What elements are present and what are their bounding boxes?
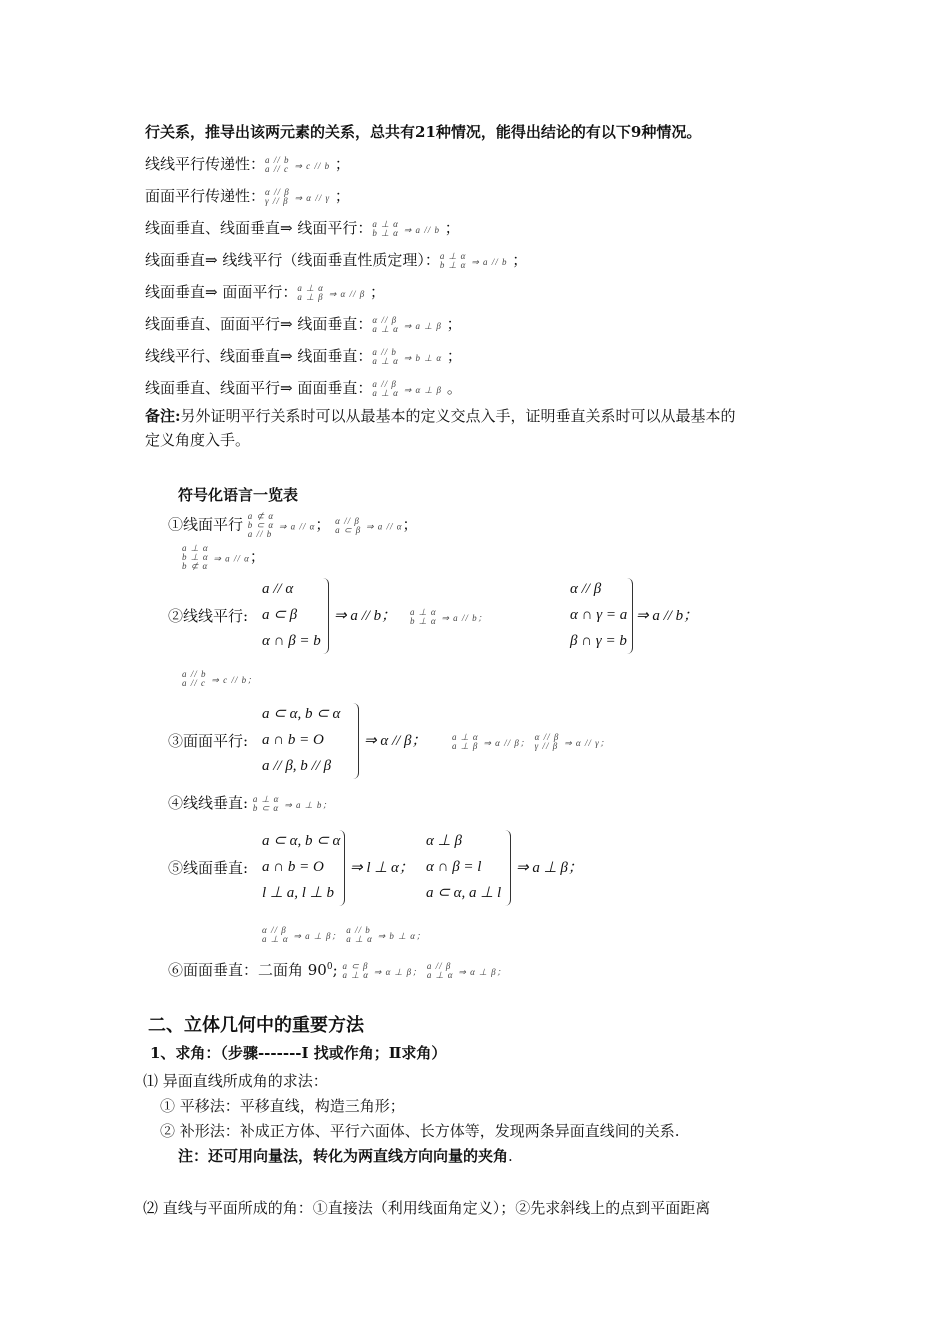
- rule-premise: a // β a ⊥ α: [372, 379, 399, 398]
- s2-item-a: ⑴ 异面直线所成角的求法：: [143, 1072, 328, 1090]
- t2-concl-2: ⇒ a // b；: [441, 613, 488, 623]
- t1-concl-c: ⇒ a // α: [213, 553, 250, 564]
- rule-conclusion: ⇒ α ⊥ β: [403, 385, 443, 395]
- t5-row-2: [262, 924, 426, 944]
- t6-semicolon: ;: [332, 961, 338, 979]
- t3-concl-1: ⇒ α // β；: [364, 733, 427, 749]
- t2-brace-1: [322, 578, 329, 654]
- t6-concl-2: ⇒ α ⊥ β；: [458, 967, 507, 977]
- t6-row: [168, 957, 507, 980]
- t6-concl-1: ⇒ α ⊥ β；: [373, 967, 423, 977]
- rule-label: 线面垂直、线面垂直⇒ 线面平行：: [145, 219, 373, 237]
- rule-end: ；: [512, 251, 528, 269]
- s2-note-end: .: [508, 1147, 513, 1165]
- table-title: 符号化语言一览表: [178, 486, 299, 504]
- t5-system-1: a ⊂ α, b ⊂ α a ∩ b = O l ⊥ a, l ⊥ b: [262, 833, 341, 901]
- rule-premise: a ⊥ α b ⊥ α: [372, 219, 399, 238]
- s2-note-line: [178, 1146, 513, 1166]
- t1-row-2: a ⊥ α b ⊥ α b ⊄ α ⇒ a // α；: [182, 543, 265, 571]
- t5-label: ⑤线面垂直:: [168, 859, 249, 877]
- rule-premise: α // β γ // β: [265, 187, 290, 206]
- rule-end: ；: [369, 283, 385, 301]
- rule-row: [145, 282, 385, 302]
- s2-note: 注：还可用向量法，转化为两直线方向向量的夹角: [178, 1147, 509, 1165]
- t3-brace: [352, 703, 359, 779]
- t3-system: a ⊂ α, b ⊂ α a ∩ b = O a // β, b // β: [262, 706, 341, 774]
- rule-conclusion: ⇒ b ⊥ α: [403, 353, 443, 363]
- note-line: [145, 406, 736, 426]
- rule-conclusion: ⇒ c // b: [294, 161, 331, 171]
- rule-premise: a // b a // c: [265, 155, 290, 174]
- t5-concl-2: ⇒ a ⊥ β；: [516, 860, 583, 876]
- rule-conclusion: ⇒ α // γ: [294, 193, 331, 203]
- t2-concl-4: ⇒ c // b；: [211, 675, 258, 685]
- t5-brace-2: [504, 830, 511, 906]
- t1-row: ①线面平行 a ⊄ α b ⊂ α a // b ⇒ a // α； α // β a ⊂ β ⇒ a // α；: [168, 511, 418, 539]
- rule-label: 线面垂直、线面平行⇒ 面面垂直：: [145, 379, 373, 397]
- s2-item-a2: ② 补形法：补成正方体、平行六面体、长方体等，发现两条异面直线间的关系.: [160, 1122, 680, 1140]
- t3-premise-3: α // β γ // β: [534, 732, 560, 751]
- t2-label: ②线线平行:: [168, 607, 249, 625]
- section2-title: 二、立体几何中的重要方法: [148, 1015, 364, 1036]
- t3-item-2: [452, 731, 610, 751]
- t2-premise-2: a ⊥ α b ⊥ α: [410, 607, 437, 626]
- t2-premise-3: a // b a // c: [182, 669, 207, 688]
- t1-label: ①线面平行: [168, 515, 244, 534]
- rule-label: 线线平行传递性：: [145, 155, 266, 173]
- t4-row: [168, 793, 332, 813]
- rule-end: ；: [446, 347, 462, 365]
- rule-conclusion: ⇒ a // b: [471, 257, 508, 267]
- s2-step-1: 1、求角：（步骤-------Ⅰ 找或作角；Ⅱ求角）: [150, 1044, 447, 1062]
- t2-concl-1: ⇒ a // b；: [334, 608, 397, 624]
- t4-premise: a ⊥ α b ⊂ α: [252, 794, 280, 813]
- t1-premise-a: a ⊄ α b ⊂ α a // b: [247, 511, 275, 539]
- rule-end: ；: [444, 219, 460, 237]
- t2-system-1: a // α a ⊂ β α ∩ β = b: [262, 581, 321, 649]
- rule-label: 面面平行传递性：: [145, 187, 266, 205]
- t2-item-2: [410, 606, 488, 626]
- t1-premise-b: α // β a ⊂ β: [335, 515, 362, 535]
- rule-end: ；: [334, 187, 350, 205]
- rule-conclusion: ⇒ a // b: [403, 225, 440, 235]
- t5-concl-3: ⇒ a ⊥ β；: [293, 931, 342, 941]
- t2-concl-3: ⇒ a // b；: [636, 608, 699, 624]
- rule-row: [145, 250, 527, 270]
- rule-conclusion: ⇒ α // β: [328, 289, 366, 299]
- t3-concl-2: ⇒ α // β；: [483, 738, 530, 748]
- rule-label: 线面垂直、面面平行⇒ 线面垂直：: [145, 315, 373, 333]
- t4-label: ④线线垂直:: [168, 794, 249, 812]
- t5-concl-4: ⇒ b ⊥ α；: [377, 931, 426, 941]
- rule-row: [145, 154, 350, 174]
- t6-premise-1: a ⊂ β a ⊥ α: [342, 961, 370, 980]
- rule-end: ；: [334, 155, 350, 173]
- s2-item-b: ⑵ 直线与平面所成的角：①直接法（利用线面角定义）；②先求斜线上的点到平面距离: [143, 1199, 711, 1217]
- t6-label: ⑥面面垂直：二面角 90: [168, 961, 327, 979]
- t3-premise-2: a ⊥ α a ⊥ β: [452, 732, 479, 751]
- rule-label: 线面垂直⇒ 面面平行：: [145, 283, 298, 301]
- rule-row: [145, 218, 460, 238]
- rule-end: 。: [446, 379, 462, 397]
- rule-premise: α // β a ⊥ α: [372, 315, 399, 334]
- t2-item-4: [182, 668, 257, 688]
- rule-row: [145, 314, 462, 334]
- intro-line: 行关系，推导出该两元素的关系，总共有21种情况，能得出结论的有以下9种情况。: [145, 123, 702, 141]
- t5-concl-1: ⇒ l ⊥ α；: [350, 860, 414, 876]
- t5-premise-4: a // b a ⊥ α: [346, 925, 373, 944]
- rule-end: ；: [446, 315, 462, 333]
- t5-premise-3: α // β a ⊥ α: [262, 925, 289, 944]
- t1-concl-b: ⇒ a // α: [365, 521, 403, 532]
- rule-row: [145, 378, 462, 398]
- rule-row: [145, 346, 462, 366]
- t4-concl: ⇒ a ⊥ b；: [284, 800, 333, 810]
- rule-premise: a ⊥ α a ⊥ β: [297, 283, 324, 302]
- t2-brace-2: [626, 578, 633, 654]
- note-text: 另外证明平行关系时可以从最基本的定义交点入手，证明垂直关系时可以从最基本的: [180, 407, 736, 425]
- t1-concl-a: ⇒ a // α: [278, 521, 316, 532]
- rule-label: 线线平行、线面垂直⇒ 线面垂直：: [145, 347, 373, 365]
- rule-label: 线面垂直⇒ 线线平行（线面垂直性质定理）：: [145, 251, 440, 269]
- t5-system-2: α ⊥ β α ∩ β = l a ⊂ α, a ⊥ l: [426, 833, 502, 901]
- note-line-2: 定义角度入手。: [145, 431, 251, 449]
- t5-brace-1: [338, 830, 345, 906]
- t6-sup: 0: [326, 962, 333, 972]
- rule-row: [145, 186, 350, 206]
- rule-premise: a ⊥ α b ⊥ α: [439, 251, 467, 270]
- t3-label: ③面面平行:: [168, 732, 249, 750]
- rule-premise: a // b a ⊥ α: [372, 347, 399, 366]
- t1-premise-c: a ⊥ α b ⊥ α b ⊄ α: [182, 543, 209, 571]
- t6-premise-2: a // β a ⊥ α: [426, 961, 454, 980]
- note-label: 备注:: [145, 407, 181, 425]
- rule-conclusion: ⇒ a ⊥ β: [403, 321, 442, 331]
- t3-concl-3: ⇒ α // γ；: [564, 738, 610, 748]
- s2-item-a1: ① 平移法：平移直线，构造三角形；: [160, 1097, 405, 1115]
- t2-system-2: α // β α ∩ γ = a β ∩ γ = b: [570, 581, 628, 649]
